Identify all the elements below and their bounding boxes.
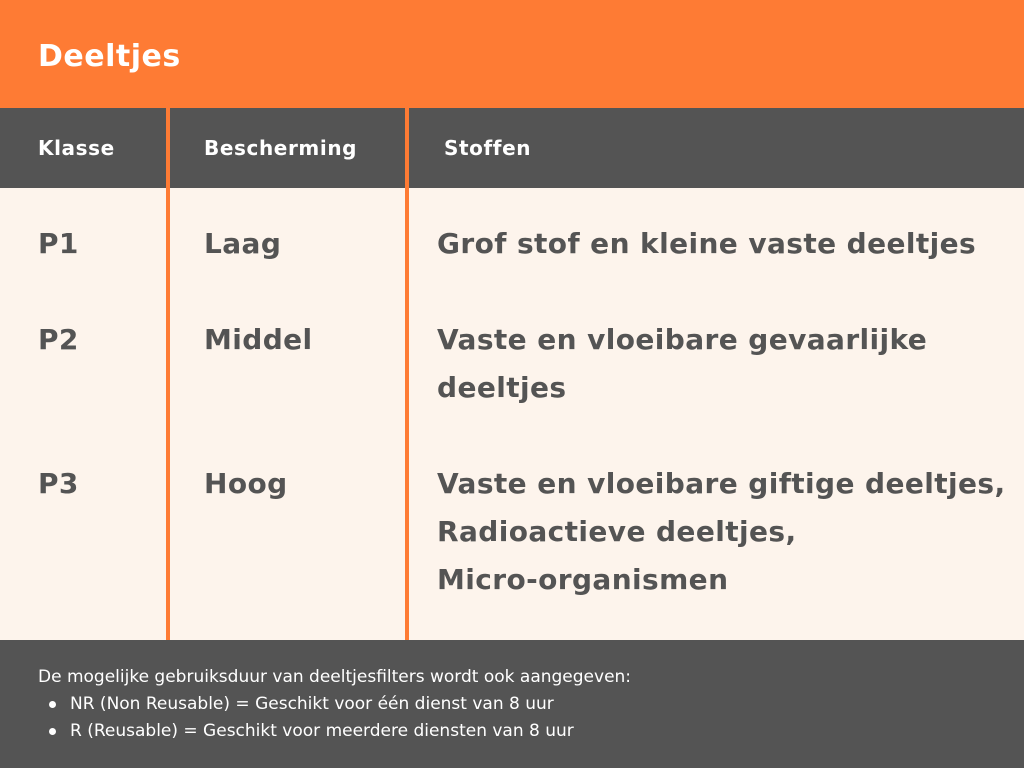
row-p2-klasse: P2: [38, 323, 79, 356]
stoffen-line: Grof stof en kleine vaste deeltjes: [437, 227, 977, 260]
bullet-icon: [49, 728, 56, 735]
row-p3-klasse: P3: [38, 467, 79, 500]
bullet-icon: [49, 701, 56, 708]
column-header-bescherming: Bescherming: [204, 136, 358, 160]
stoffen-line: Vaste en vloeibare gevaarlijke: [437, 323, 928, 356]
footer-list-item: [38, 718, 574, 745]
stoffen-line: Micro-organismen: [437, 563, 729, 596]
column-divider: [405, 108, 409, 640]
row-p1-bescherming: Laag: [204, 227, 282, 260]
footer-item-text: NR (Non Reusable) = Geschikt voor één dienst van 8 uur: [70, 694, 554, 714]
footer-list: [38, 691, 574, 745]
column-header-klasse: Klasse: [38, 136, 115, 160]
row-p3-stoffen: [437, 460, 1017, 604]
page-title: Deeltjes: [38, 39, 181, 74]
row-p3-bescherming: Hoog: [204, 467, 288, 500]
row-p1-stoffen: [437, 220, 1017, 268]
footer-intro: De mogelijke gebruiksduur van deeltjesfilters wordt ook aangegeven:: [38, 667, 632, 687]
column-divider: [166, 108, 170, 640]
footer-list-item: [38, 691, 574, 718]
row-p2-bescherming: Middel: [204, 323, 313, 356]
row-p2-stoffen: [437, 316, 1017, 412]
stoffen-line: deeltjes: [437, 371, 567, 404]
column-header-stoffen: Stoffen: [444, 136, 532, 160]
stoffen-line: Vaste en vloeibare giftige deeltjes,: [437, 467, 1006, 500]
row-p1-klasse: P1: [38, 227, 79, 260]
footer-item-text: R (Reusable) = Geschikt voor meerdere diensten van 8 uur: [70, 721, 574, 741]
stoffen-line: Radioactieve deeltjes,: [437, 515, 797, 548]
